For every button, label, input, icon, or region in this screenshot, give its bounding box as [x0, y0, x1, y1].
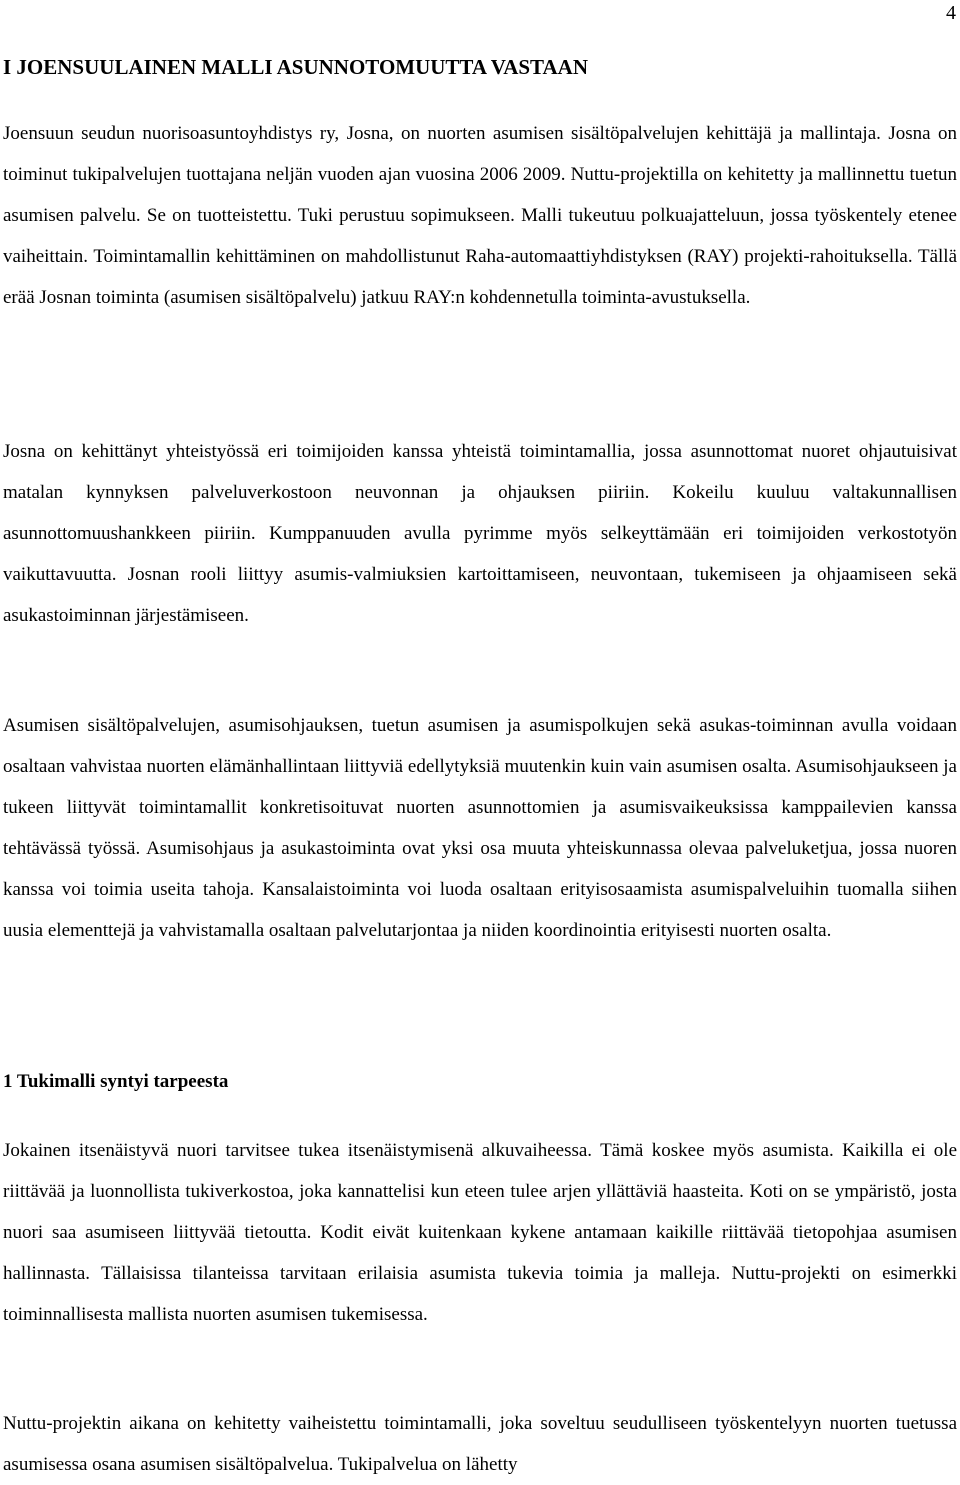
- paragraph-support-need: Jokainen itsenäistyvä nuori tarvitsee tukea itsenäistymisenä alkuvaiheessa. Tämä koskee myös asumista. Kaikilla ei ole riittävää ja luonnollista tukiverkostoa, joka kannattelisi kun eteen tulee arjen yllättäviä haasteita. Koti on se ympäristö, josta nuori saa asumiseen liittyvää tietoutta. Kodit eivät kuitenkaan kykene antamaan kaikille riittävää tietopohjaa asumisen hallinnasta. Tällaisissa tilanteissa tarvitaan erilaisia asumista tukevia toimia ja malleja. Nuttu-projekti on esimerkki toiminnallisesta mallista nuorten asumisen tukemisessa.: [3, 1140, 957, 1325]
- paragraph-cooperation: Josna on kehittänyt yhteistyössä eri toimijoiden kanssa yhteistä toimintamallia, jossa asunnottomat nuoret ohjautuisivat matalan kynnyksen palveluverkostoon neuvonnan ja ohjauksen piiriin. Kokeilu kuuluu valtakunnallisen asunnottomuushankkeen piiriin. Kumppanuuden avulla pyrimme myös selkeyttämään eri toimijoiden verkostotyön vaikuttavuutta. Josnan rooli liittyy asumis-valmiuksien kartoittamiseen, neuvontaan, tukemiseen ja ohjaamiseen sekä asukastoiminnan järjestämiseen.: [3, 441, 957, 626]
- paragraph-model: Nuttu-projektin aikana on kehitetty vaiheistettu toimintamalli, joka soveltuu seudulliseen työskentelyyn nuorten tuetussa asumisessa osana asumisen sisältöpalvelua. Tukipalvelua on lähetty: [3, 1413, 957, 1475]
- section-title: 1 Tukimalli syntyi tarpeesta: [3, 1071, 229, 1092]
- chapter-title: I JOENSUULAINEN MALLI ASUNNOTOMUUTTA VASTAAN: [3, 55, 589, 79]
- paragraph-intro: Joensuun seudun nuorisoasuntoyhdistys ry, Josna, on nuorten asumisen sisältöpalvelujen kehittäjä ja mallintaja. Josna on toiminut tukipalvelujen tuottajana neljän vuoden ajan vuosina 2006 2009. Nuttu-projektilla on kehitetty ja mallinnettu tuetun asumisen palvelu. Se on tuotteistettu. Tuki perustuu sopimukseen. Malli tukeutuu polkuajatteluun, jossa työskentely etenee vaiheittain. Toimintamallin kehittäminen on mahdollistunut Raha-automaattiyhdistyksen (RAY) projekti-rahoituksella. Tällä erää Josnan toiminta (asumisen sisältöpalvelu) jatkuu RAY:n kohdennetulla toiminta-avustuksella.: [3, 123, 957, 308]
- page-number: 4: [946, 2, 956, 24]
- paragraph-services: Asumisen sisältöpalvelujen, asumisohjauksen, tuetun asumisen ja asumispolkujen sekä asukas-toiminnan avulla voidaan osaltaan vahvistaa nuorten elämänhallintaan liittyviä edellytyksiä muutenkin kuin vain asumisen osalta. Asumisohjaukseen ja tukeen liittyvät toimintamallit konkretisoituvat nuorten asunnottomien ja asumisvaikeuksissa kamppailevien kanssa tehtävässä työssä. Asumisohjaus ja asukastoiminta ovat yksi osa muuta yhteiskunnassa olevaa palveluketjua, jossa nuoren kanssa voi toimia useita tahoja. Kansalaistoiminta voi luoda osaltaan erityisosaamista asumispalveluihin tuomalla siihen uusia elementtejä ja vahvistamalla osaltaan palvelutarjontaa ja niiden koordinointia erityisesti nuorten osalta.: [3, 715, 957, 941]
